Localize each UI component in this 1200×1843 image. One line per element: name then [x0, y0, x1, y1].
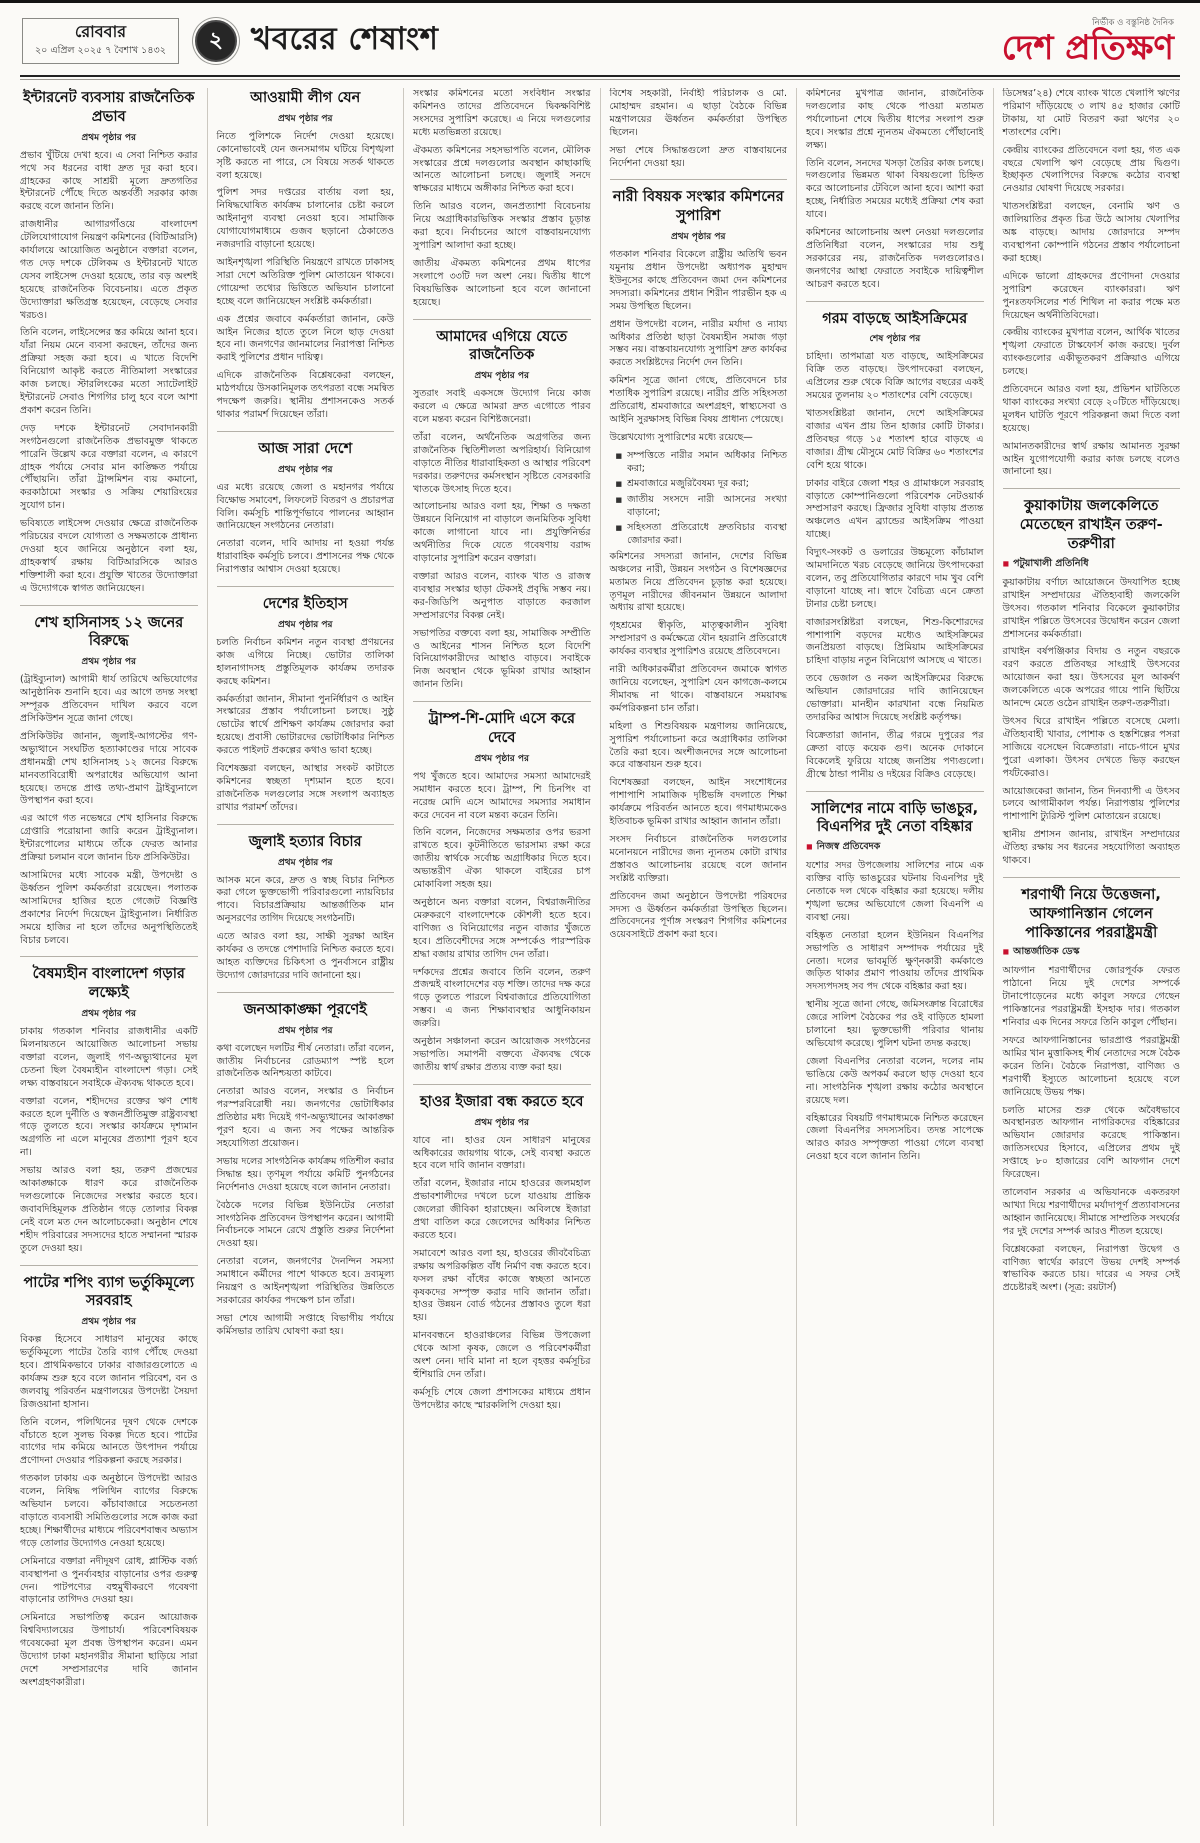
paragraph: নারী অধিকারকর্মীরা প্রতিবেদন জমাকে স্বাগত জানিয়ে বলেছেন, সুপারিশ যেন কাগজে-কলমে সীমাবদ্ধ না থাকে। বাস্তবায়নে সময়াবদ্ধ কর্মপরিকল্পনা চান তাঁরা।	[609, 664, 787, 714]
paragraph: মানববন্ধনে হাওরাঞ্চলের বিভিন্ন উপজেলা থেকে আসা কৃষক, জেলে ও পরিবেশকর্মীরা অংশ নেন। দাবি মানা না হলে বৃহত্তর কর্মসূচির হুঁশিয়ারি দেন তাঁরা।	[413, 1330, 591, 1380]
paragraph: তবে ভেজাল ও নকল আইসক্রিমের বিরুদ্ধে অভিযান জোরদারের দাবি জানিয়েছেন ভোক্তারা। মানহীন কারখানা বন্ধে নিয়মিত তদারকির আশ্বাস দিয়েছে সংশ্লিষ্ট কর্তৃপক্ষ।	[806, 673, 984, 723]
byline-marker-icon: ◼	[806, 842, 813, 852]
paragraph: উৎসব ঘিরে রাখাইন পল্লিতে বসেছে মেলা। ঐতিহ্যবাহী খাবার, পোশাক ও হস্তশিল্পের পসরা সাজিয়ে বসেছেন বিক্রেতারা। নাচে-গানে মুখর পুরো এলাকা। উৎসব দেখতে ভিড় করছেন পর্যটকেরাও।	[1002, 715, 1180, 779]
article-headline: আওয়ামী লীগ যেন	[250, 90, 361, 106]
paragraph: প্রসিকিউটর জানান, জুলাই-আগস্টের গণ-অভ্যুত্থানে সংঘটিত হত্যাকাণ্ডের দায়ে সাবেক প্রধানমন্ত্রী শেখ হাসিনাসহ ১২ জনের বিরুদ্ধে মানবতাবিরোধী অপরাধের অভিযোগ আনা হয়েছে। তদন্তে প্রাপ্ত তথ্য-প্রমাণ ট্রাইব্যুনালে উপস্থাপন করা হবে।	[20, 730, 198, 807]
column-5	[796, 88, 993, 1826]
paragraph: সেমিনারে সভাপতিত্ব করেন আয়োজক বিশ্ববিদ্যালয়ের উপাচার্য। পরিবেশবিষয়ক গবেষকেরা মূল প্রবন্ধ উপস্থাপন করেন। এমন উদ্যোগ ঢাকা মহানগরীর সীমানা ছাড়িয়ে সারা দেশে সম্প্রসারণের দাবি জানান অংশগ্রহণকারীরা।	[20, 1612, 198, 1688]
byline	[1003, 557, 1181, 572]
paragraph: আলোচনায় আরও বলা হয়, শিক্ষা ও দক্ষতা উন্নয়নে বিনিয়োগ না বাড়ালে জনমিতিক সুবিধা কাজে লাগানো যাবে না। প্রযুক্তিনির্ভর অর্থনীতির দিকে যেতে গবেষণায় বরাদ্দ বাড়ানোর সুপারিশ করেন বক্তারা।	[413, 501, 591, 565]
continued-from-label: প্রথম পৃষ্ঠার পর	[81, 132, 136, 143]
paragraph: কেন্দ্রীয় ব্যাংকের প্রতিবেদনে বলা হয়, গত এক বছরে খেলাপি ঋণ বেড়েছে প্রায় দ্বিগুণ। ইচ্ছাকৃত খেলাপিদের বিরুদ্ধে কঠোর ব্যবস্থা নেওয়ার ঘোষণা দিয়েছে সরকার।	[1002, 144, 1180, 195]
paragraph: এদিকে ভালো গ্রাহকদের প্রণোদনা দেওয়ার সুপারিশ করেছেন ব্যাংকাররা। ঋণ পুনঃতফসিলের শর্ত শিথিল না করার পক্ষে মত দিয়েছেন অর্থনীতিবিদেরা।	[1002, 270, 1180, 321]
article	[806, 791, 984, 1165]
paragraph: দর্শকদের প্রশ্নের জবাবে তিনি বলেন, তরুণ প্রজন্মই বাংলাদেশের বড় শক্তি। তাদের দক্ষ করে গড়ে তুলতে পারলে বিশ্ববাজারে প্রতিযোগিতা সম্ভব। এ জন্য শিক্ষাব্যবস্থার আধুনিকায়ন জরুরি।	[413, 966, 591, 1030]
paragraph: গতকাল ঢাকায় এক অনুষ্ঠানে উপদেষ্টা আরও বলেন, নিষিদ্ধ পলিথিন ব্যাগের বিরুদ্ধে অভিযান চলবে। কাঁচাবাজারে সচেতনতা বাড়াতে ব্যবসায়ী সমিতিগুলোর সঙ্গে কাজ করা হচ্ছে। শিক্ষার্থীদের মাধ্যমে পরিবেশবান্ধব অভ্যাস গড়ে তোলার উদ্যোগও নেওয়া হয়েছে।	[20, 1473, 198, 1549]
paragraph: খাতসংশ্লিষ্টরা জানান, দেশে আইসক্রিমের বাজার এখন প্রায় তিন হাজার কোটি টাকার। প্রতিবছর গড়ে ১৫ শতাংশ হারে বাড়ছে এ বাজার। গ্রীষ্ম মৌসুমে মোট বিক্রির ৬০ শতাংশের বেশি হয়ে থাকে।	[806, 408, 984, 471]
bullet-text: সহিংসতা প্রতিরোধে দ্রুতবিচার ব্যবস্থা জোরদার করা।	[627, 522, 787, 547]
article-headline: বৈষম্যহীন বাংলাদেশ গড়ার লক্ষ্যেই	[32, 966, 185, 1002]
article	[1003, 88, 1181, 479]
article	[20, 956, 198, 1255]
paragraph: প্রতিবেদনে আরও বলা হয়, প্রভিশন ঘাটতিতে থাকা ব্যাংকের সংখ্যা বেড়ে ২০টিতে দাঁড়িয়েছে। মূলধন ঘাটতি পূরণে পরিকল্পনা জমা দিতে বলা হয়েছে।	[1002, 384, 1180, 434]
article	[1003, 488, 1181, 868]
paragraph: বিশ্লেষকেরা বলছেন, নিরাপত্তা উদ্বেগ ও বাণিজ্য স্বার্থের কারণে উভয় দেশই সম্পর্ক স্বাভাবিক করতে চায়। দারের এ সফর সেই প্রচেষ্টারই অংশ। (সূত্র: রয়টার্স)	[1002, 1243, 1180, 1294]
paragraph: এক প্রশ্নের জবাবে কর্মকর্তারা জানান, কেউ আইন নিজের হাতে তুলে নিলে ছাড় দেওয়া হবে না। জনগণের জানমালের নিরাপত্তা নিশ্চিত করাই পুলিশের প্রধান দায়িত্ব।	[216, 313, 394, 364]
article	[610, 88, 788, 170]
page-header	[20, 11, 1180, 77]
article	[413, 701, 591, 1075]
article	[1003, 877, 1181, 1295]
paragraph: তাঁরা বলেন, ইজারার নামে হাওরের জলমহাল প্রভাবশালীদের দখলে চলে যাওয়ায় প্রান্তিক জেলেরা জীবিকা হারাচ্ছেন। অবিলম্বে ইজারা প্রথা বাতিল করে জেলেদের অধিকার নিশ্চিত করতে হবে।	[413, 1178, 591, 1241]
paragraph: ঢাকার বাইরে জেলা শহর ও গ্রামাঞ্চলে সরবরাহ বাড়াতে কোম্পানিগুলো পরিবেশক নেটওয়ার্ক সম্প্রসারণ করছে। ফ্রিজার সুবিধা বাড়ায় প্রত্যন্ত অঞ্চলেও এখন ব্র্যান্ডের আইসক্রিম পাওয়া যাচ্ছে।	[806, 477, 984, 541]
paragraph: এদিকে রাজনৈতিক বিশ্লেষকেরা বলছেন, মাঠপর্যায়ে উসকানিমূলক তৎপরতা বন্ধে সমন্বিত পদক্ষেপ জরুরি। স্থানীয় প্রশাসনকেও সতর্ক থাকার পরামর্শ দিয়েছেন তাঁরা।	[216, 370, 394, 420]
paragraph: নিতে পুলিশকে নির্দেশ দেওয়া হয়েছে। কোনোভাবেই যেন জনসমাগম ঘটিয়ে বিশৃঙ্খলা সৃষ্টি করতে না পারে, সে বিষয়ে সতর্ক থাকতে বলা হয়েছে।	[216, 130, 394, 181]
article	[806, 301, 984, 782]
paragraph: বিশেষ সহকারী, নির্বাহী পরিচালক ও মো. মোহাম্মদ রহমান। এ ছাড়া বৈঠকে বিভিন্ন মন্ত্রণালয়ের ঊর্ধ্বতন কর্মকর্তারা উপস্থিত ছিলেন।	[609, 88, 787, 138]
paragraph: সমাবেশে আরও বলা হয়, হাওরের জীববৈচিত্র্য রক্ষায় অপরিকল্পিত বাঁধ নির্মাণ বন্ধ করতে হবে। ফসল রক্ষা বাঁধের কাজে স্বচ্ছতা আনতে কৃষকদের সম্পৃক্ত করার দাবি জানান তাঁরা। হাওর উন্নয়ন বোর্ড গঠনের প্রস্তাবও তুলে ধরা হয়।	[413, 1247, 591, 1324]
bullet-icon: ■	[615, 451, 623, 460]
section-title: খবরের শেষাংশ	[250, 21, 439, 57]
paragraph: তিনি বলেন, সনদের খসড়া তৈরির কাজ চলছে। দলগুলোর ভিন্নমত থাকা বিষয়গুলো চিহ্নিত করে আলোচনার টেবিলে আনা হবে। আশা করা হচ্ছে, নির্ধারিত সময়ের মধ্যেই প্রক্রিয়া শেষ করা যাবে।	[806, 157, 984, 221]
article	[217, 431, 395, 577]
paragraph: গৃহশ্রমের স্বীকৃতি, মাতৃত্বকালীন সুবিধা সম্প্রসারণ ও কর্মক্ষেত্রে যৌন হয়রানি প্রতিরোধে কার্যকর ব্যবস্থার সুপারিশও রয়েছে প্রতিবেদনে।	[609, 620, 787, 658]
continued-from-label: প্রথম পৃষ্ঠার পর	[278, 1025, 333, 1036]
paragraph: সুতরাং সবাই একসঙ্গে উদ্যোগ নিয়ে কাজ করলে এ ক্ষেত্রে আমরা দ্রুত এগোতে পারব বলে মন্তব্য করেন বিশিষ্টজনেরা।	[413, 388, 591, 425]
paragraph: আয়োজকেরা জানান, তিন দিনব্যাপী এ উৎসব চলবে আগামীকাল পর্যন্ত। নিরাপত্তায় পুলিশের পাশাপাশি ট্যুরিস্ট পুলিশ মোতায়েন রয়েছে।	[1002, 785, 1180, 823]
paragraph: বহিষ্কারের বিষয়টি গণমাধ্যমকে নিশ্চিত করেছেন জেলা বিএনপির সদস্যসচিব। তদন্ত সাপেক্ষে আরও কারও সম্পৃক্ততা পাওয়া গেলে ব্যবস্থা নেওয়া হবে বলে জানান তিনি।	[806, 1112, 984, 1163]
article-headline: পাটের শপিং ব্যাগ ভর্তুকিমূল্যে সরবরাহ	[23, 1274, 195, 1310]
paragraph: তালেবান সরকার এ অভিযানকে একতরফা আখ্যা দিয়ে শরণার্থীদের মর্যাদাপূর্ণ প্রত্যাবাসনের আহ্বান জানিয়েছে। সীমান্তে সাম্প্রতিক সংঘর্ষের পর দুই দেশের সম্পর্ক আরও শীতল হয়েছে।	[1002, 1186, 1180, 1237]
article	[217, 586, 395, 815]
paragraph: বাজারসংশ্লিষ্টরা বলছেন, শিশু-কিশোরদের পাশাপাশি বড়দের মধ্যেও আইসক্রিমের জনপ্রিয়তা বাড়ছে। প্রিমিয়াম আইসক্রিমের চাহিদা বাড়ায় নতুন বিনিয়োগ আসছে এ খাতে।	[806, 616, 984, 667]
byline-marker-icon: ◼	[1002, 947, 1010, 957]
paragraph: বিশেষজ্ঞরা বলছেন, আইন সংশোধনের পাশাপাশি সামাজিক দৃষ্টিভঙ্গি বদলাতে শিক্ষা কার্যক্রমে পরিবর্তন আনতে হবে। গণমাধ্যমকেও ইতিবাচক ভূমিকা রাখার আহ্বান জানান তাঁরা।	[609, 777, 787, 828]
paragraph: তিনি বলেন, নিজেদের সক্ষমতার ওপর ভরসা রাখতে হবে। কূটনীতিতে ভারসাম্য রক্ষা করে জাতীয় স্বার্থকে সর্বোচ্চ অগ্রাধিকার দিতে হবে। অভ্যন্তরীণ ঐক্য থাকলে বাইরের চাপ মোকাবিলা সহজ হয়।	[413, 827, 591, 891]
paragraph: গতকাল শনিবার বিকেলে রাষ্ট্রীয় অতিথি ভবন যমুনায় প্রধান উপদেষ্টা অধ্যাপক মুহাম্মদ ইউনূসের কাছে প্রতিবেদন জমা দেন কমিশনের সদস্যরা। কমিশনের প্রধান শিরীন পারভীন হক এ সময় উপস্থিত ছিলেন।	[609, 249, 787, 312]
article	[217, 89, 395, 422]
page-number-badge	[195, 20, 237, 62]
newspaper-brand	[1002, 16, 1178, 67]
paragraph: প্রতিবেদন জমা অনুষ্ঠানে উপদেষ্টা পরিষদের সদস্য ও ঊর্ধ্বতন কর্মকর্তারা উপস্থিত ছিলেন। প্রতিবেদনের পূর্ণাঙ্গ সংস্করণ শিগগির কমিশনের ওয়েবসাইটে প্রকাশ করা হবে।	[609, 890, 787, 941]
paragraph: আমানতকারীদের স্বার্থ রক্ষায় আমানত সুরক্ষা আইন যুগোপযোগী করার কাজ চলছে বলেও জানানো হয়।	[1002, 440, 1180, 478]
paragraph: স্থানীয় সূত্রে জানা গেছে, জমিসংক্রান্ত বিরোধের জেরে সালিশ বৈঠকের পর ওই বাড়িতে হামলা চালানো হয়। ভুক্তভোগী পরিবার থানায় অভিযোগ করেছে। পুলিশ ঘটনা তদন্ত করছে।	[806, 999, 984, 1049]
paragraph: তাঁরা বলেন, অর্থনৈতিক অগ্রগতির জন্য রাজনৈতিক স্থিতিশীলতা অপরিহার্য। বিনিয়োগ বাড়াতে নীতির ধারাবাহিকতা ও আস্থার পরিবেশ দরকার। তরুণদের কর্মসংস্থান সৃষ্টিতে বেসরকারি খাতকে উৎসাহ দিতে হবে।	[413, 431, 591, 495]
paragraph: কমিশনের সদস্যরা জানান, দেশের বিভিন্ন অঞ্চলের নারী, উন্নয়ন সংগঠন ও বিশেষজ্ঞদের মতামত নিয়ে প্রতিবেদন চূড়ান্ত করা হয়েছে। তৃণমূল নারীদের জীবনমান উন্নয়নে আলাদা অধ্যায় রাখা হয়েছে।	[609, 550, 787, 614]
paragraph: নেতারা বলেন, জনগণের দৈনন্দিন সমস্যা সমাধানে কর্মীদের পাশে থাকতে হবে। দ্রব্যমূল্য নিয়ন্ত্রণ ও আইনশৃঙ্খলা পরিস্থিতির উন্নতিতে সরকারের কার্যকর পদক্ষেপ চান তাঁরা।	[216, 1256, 394, 1306]
paragraph: কর্মকর্তারা জানান, সীমানা পুনর্নির্ধারণ ও আইন সংস্কারের প্রস্তাব পর্যালোচনা চলছে। সুষ্ঠু ভোটের স্বার্থে প্রশিক্ষণ কার্যক্রম জোরদার করা হয়েছে। প্রবাসী ভোটারদের ভোটাধিকার নিশ্চিত করতে পাইলট প্রকল্পের কথাও ভাবা হচ্ছে।	[216, 693, 394, 757]
article-headline: গরম বাড়ছে আইসক্রিমের	[822, 310, 968, 327]
article	[413, 88, 591, 310]
continued-from-label: প্রথম পৃষ্ঠার পর	[278, 113, 333, 124]
article-headline: জুলাই হত্যার বিচার	[248, 833, 362, 850]
paragraph: সংস্কার কমিশনের মতো সংবিধান সংস্কার কমিশনও তাদের প্রতিবেদনে দ্বিকক্ষবিশিষ্ট সংসদের সুপারিশ করেছে। এ নিয়ে দলগুলোর মধ্যে মতভিন্নতা রয়েছে।	[413, 88, 591, 138]
article-headline: জনআকাঙ্ক্ষা পূরণেই	[243, 1001, 367, 1018]
article	[20, 1265, 198, 1690]
paragraph: সভাপতির বক্তব্যে বলা হয়, সামাজিক সম্প্রীতি ও আইনের শাসন নিশ্চিত হলে বিদেশি বিনিয়োগকারীদের আস্থাও বাড়বে। সবাইকে নিজ অবস্থান থেকে ভূমিকা রাখার আহ্বান জানান তিনি।	[413, 627, 591, 691]
paragraph: সভায় দলের সাংগঠনিক কার্যক্রম গতিশীল করার সিদ্ধান্ত হয়। তৃণমূল পর্যায়ে কমিটি পুনর্গঠনের নির্দেশনাও দেওয়া হয়েছে বলে জানান নেতারা।	[216, 1155, 394, 1193]
paragraph: খাতসংশ্লিষ্টরা বলছেন, বেনামি ঋণ ও জালিয়াতির প্রকৃত চিত্র উঠে আসায় খেলাপির অঙ্ক বাড়ছে। আদায় জোরদারে সম্পদ ব্যবস্থাপনা কোম্পানি গঠনের প্রস্তাব পর্যালোচনা করা হচ্ছে।	[1002, 201, 1180, 264]
paragraph: উল্লেখযোগ্য সুপারিশের মধ্যে রয়েছে—	[609, 431, 753, 443]
paragraph: বিকল্প হিসেবে সাধারণ মানুষের কাছে ভর্তুকিমূল্যে পাটের তৈরি ব্যাগ পৌঁছে দেওয়া হবে। প্রাথমিকভাবে ঢাকার বাজারগুলোতে এ কার্যক্রম শুরু হবে বলে জানান পরিবেশ, বন ও জলবায়ু পরিবর্তন মন্ত্রণালয়ের উপদেষ্টা সৈয়দা রিজওয়ানা হাসান।	[20, 1334, 198, 1410]
bullet-text: সম্পত্তিতে নারীর সমান অধিকার নিশ্চিত করা;	[627, 449, 787, 474]
paragraph: প্রভাব খুঁটিয়ে দেখা হবে। এ সেবা নিশ্চিত করার পথে সব ধরনের বাধা দ্রুত দূর করা হবে। গ্রাহকের কাছে সাশ্রয়ী মূল্যে দ্রুতগতির ইন্টারনেট পৌঁছে দিতে অন্তর্বর্তী সরকার কাজ করছে বলে জানান তিনি।	[20, 149, 198, 213]
paragraph: বিদ্যুৎ-সংকট ও ডলারের উচ্চমূল্যে কাঁচামাল আমদানিতে খরচ বেড়েছে জানিয়ে উৎপাদকেরা বলেন, তবু প্রতিযোগিতার কারণে দাম খুব বেশি বাড়ানো যাচ্ছে না। স্বাদে বৈচিত্র্য এনে ক্রেতা টানার চেষ্টা চলছে।	[806, 547, 984, 610]
paragraph: ঐকমত্য কমিশনের সহসভাপতি বলেন, মৌলিক সংস্কারের প্রশ্নে দলগুলোর অবস্থান কাছাকাছি আনতে আলোচনা চলছে। জুলাই সনদে স্বাক্ষরের মাধ্যমে অঙ্গীকার নিশ্চিত করা হবে।	[413, 144, 591, 195]
article-headline: সালিশের নামে বাড়ি ভাঙচুর, বিএনপির দুই নেতা বহিষ্কার	[811, 800, 979, 836]
column-6	[993, 88, 1181, 1826]
paragraph: বক্তারা বলেন, শহীদদের রক্তের ঋণ শোধ করতে হলে দুর্নীতি ও স্বজনপ্রীতিমুক্ত রাষ্ট্রব্যবস্থা গড়ে তুলতে হবে। সংস্কার কার্যক্রমে দৃশ্যমান অগ্রগতি না এলে মানুষের প্রত্যাশা পূরণ হবে না।	[20, 1095, 198, 1159]
continued-from-label: প্রথম পৃষ্ঠার পর	[278, 857, 333, 868]
paragraph: কমিশনের মুখপাত্র জানান, রাজনৈতিক দলগুলোর কাছ থেকে পাওয়া মতামত পর্যালোচনা শেষে দ্বিতীয় ধাপের সংলাপ শুরু হবে। সংস্কার প্রশ্নে ন্যূনতম ঐকমত্যে পৌঁছানোই লক্ষ্য।	[806, 88, 984, 151]
article-headline: শেখ হাসিনাসহ ১২ জনের বিরুদ্ধে	[34, 614, 184, 650]
paragraph: রাখাইন বর্ষপঞ্জিকার বিদায় ও নতুন বছরকে বরণ করতে প্রতিবছর সাংগ্রাই উৎসবের আয়োজন করা হয়। উৎসবের মূল আকর্ষণ জলকেলিতে একে অপরের গায়ে পানি ছিটিয়ে আনন্দে মেতে ওঠেন রাখাইন তরুণ-তরুণীরা।	[1002, 646, 1180, 710]
bullet-text: জাতীয় সংসদে নারী আসনের সংখ্যা বাড়ানো;	[627, 493, 787, 518]
paragraph: এর মধ্যে রয়েছে জেলা ও মহানগর পর্যায়ে বিক্ষোভ সমাবেশ, লিফলেট বিতরণ ও প্রচারপত্র বিলি। কর্মসূচি শান্তিপূর্ণভাবে পালনের আহ্বান জানিয়েছেন সংগঠনের নেতারা।	[216, 481, 394, 532]
article	[413, 319, 591, 693]
paragraph: (ট্রাইব্যুনাল) আগামী ধার্য তারিখে অভিযোগের আনুষ্ঠানিক শুনানি হবে। এর আগে তদন্ত সংস্থা সম্পূরক প্রতিবেদন দাখিল করবে বলে প্রসিকিউশন সূত্রে জানা গেছে।	[20, 674, 198, 724]
bullet-text: শ্রমবাজারে মজুরিবৈষম্য দূর করা;	[627, 478, 750, 490]
paragraph: তিনি আরও বলেন, জনপ্রত্যাশা বিবেচনায় নিয়ে অগ্রাধিকারভিত্তিক সংস্কার প্রস্তাব চূড়ান্ত করা হবে। নির্বাচনের আগে বাস্তবায়নযোগ্য সুপারিশ আলাদা করা হচ্ছে।	[413, 201, 591, 251]
paragraph: সভা শেষে সিদ্ধান্তগুলো দ্রুত বাস্তবায়নের নির্দেশনা দেওয়া হয়।	[609, 144, 787, 169]
paragraph: আসক মনে করে, দ্রুত ও স্বচ্ছ বিচার নিশ্চিত করা গেলে ভুক্তভোগী পরিবারগুলো ন্যায়বিচার পাবে। বিচারপ্রক্রিয়ায় আন্তর্জাতিক মান অনুসরণের তাগিদ দিয়েছে সংগঠনটি।	[216, 874, 394, 925]
paragraph: দেড় দশকে ইন্টারনেট সেবাদানকারী সংগঠনগুলো রাজনৈতিক প্রভাবমুক্ত থাকতে পারেনি উল্লেখ করে বক্তারা বলেন, এ কারণে গ্রাহক পর্যায়ে সেবার মান কাঙ্ক্ষিত পর্যায়ে পৌঁছায়নি। তাঁরা ট্রান্সমিশন ব্যয় কমানো, করকাঠামো সংস্কার ও সক্রিয় শেয়ারিংয়ের সুযোগ চান।	[20, 422, 198, 512]
byline	[806, 840, 984, 855]
continued-from-label: প্রথম পৃষ্ঠার পর	[474, 753, 529, 764]
continued-from-label: শেষ পৃষ্ঠার পর	[869, 334, 921, 345]
article	[806, 88, 984, 292]
continued-from-label: প্রথম পৃষ্ঠার পর	[81, 657, 136, 668]
article-headline: হাওর ইজারা বন্ধ করতে হবে	[420, 1093, 584, 1110]
continued-from-label: প্রথম পৃষ্ঠার পর	[278, 619, 333, 630]
paper-tagline: নির্ভীক ও বস্তুনিষ্ঠ দৈনিক	[1092, 17, 1174, 28]
article	[610, 179, 788, 942]
page-number: ২	[208, 27, 224, 53]
paragraph: এর আগে গত নভেম্বরে শেখ হাসিনার বিরুদ্ধে গ্রেপ্তারি পরোয়ানা জারি করেন ট্রাইব্যুনাল। ইন্টারপোলের মাধ্যমে তাঁকে ফেরত আনার প্রক্রিয়া চলমান বলে জানান চিফ প্রসিকিউটর।	[20, 813, 198, 864]
column-4	[600, 88, 797, 1826]
paragraph: আসামিদের মধ্যে সাবেক মন্ত্রী, উপদেষ্টা ও ঊর্ধ্বতন পুলিশ কর্মকর্তারা রয়েছেন। পলাতক আসামিদের হাজির হতে গেজেট বিজ্ঞপ্তি প্রকাশের নির্দেশ দিয়েছেন ট্রাইব্যুনাল। নির্ধারিত সময়ে হাজির না হলে তাঁদের অনুপস্থিতিতেই বিচার চলবে।	[20, 869, 198, 946]
paragraph: সভায় আরও বলা হয়, তরুণ প্রজন্মের আকাঙ্ক্ষাকে ধারণ করে রাজনৈতিক দলগুলোকে নিজেদের সংস্কার করতে হবে। জবাবদিহিমূলক প্রতিষ্ঠান গড়ে তোলার বিকল্প নেই বলে মত দেন আলোচকেরা। অনুষ্ঠান শেষে শহীদ পরিবারের সদস্যদের হাতে সম্মাননা স্মারক তুলে দেওয়া হয়।	[20, 1165, 198, 1254]
column-3	[403, 88, 600, 1826]
continued-from-label: প্রথম পৃষ্ঠার পর	[474, 1117, 529, 1128]
continued-from-label: প্রথম পৃষ্ঠার পর	[81, 1317, 136, 1328]
date-label: ২০ এপ্রিল ২০২৫ ৭ বৈশাখ ১৪৩২	[35, 44, 166, 56]
paragraph: চাহিদা। তাপমাত্রা যত বাড়ছে, আইসক্রিমের বিক্রি তত বাড়ছে। উৎপাদকেরা বলছেন, এপ্রিলের শুরু থেকে বিক্রি আগের বছরের একই সময়ের তুলনায় ২০ শতাংশের বেশি বেড়েছে।	[806, 351, 984, 402]
paragraph: যাবে না। হাওর যেন সাধারণ মানুষের অধিকারের জায়গায় থাকে, সেই ব্যবস্থা করতে হবে বলে দাবি জানান বক্তারা।	[413, 1134, 591, 1172]
article-headline: শরণার্থী নিয়ে উত্তেজনা, আফগানিস্তান গেলেন পাকিস্তানের পররাষ্ট্রমন্ত্রী	[1021, 886, 1161, 941]
paragraph: নেতারা বলেন, দাবি আদায় না হওয়া পর্যন্ত ধারাবাহিক কর্মসূচি চলবে। প্রশাসনের পক্ষ থেকে নিরাপত্তার আশ্বাস দেওয়া হয়েছে।	[216, 538, 394, 576]
bullet-item	[616, 522, 788, 547]
paragraph: বিশেষজ্ঞরা বলছেন, আস্থার সংকট কাটাতে কমিশনের স্বচ্ছতা দৃশ্যমান হতে হবে। রাজনৈতিক দলগুলোর সঙ্গে সংলাপ অব্যাহত রাখার পরামর্শ তাঁদের।	[216, 763, 394, 813]
paragraph: যশোর সদর উপজেলায় সালিশের নামে এক ব্যক্তির বাড়ি ভাঙচুরের ঘটনায় বিএনপির দুই নেতাকে দল থেকে বহিষ্কার করা হয়েছে। দলীয় শৃঙ্খলা ভঙ্গের অভিযোগে জেলা বিএনপি এ ব্যবস্থা নেয়।	[806, 860, 984, 923]
bullet-icon: ■	[615, 495, 623, 504]
paragraph: পথ খুঁজতে হবে। আমাদের সমস্যা আমাদেরই সমাধান করতে হবে। ট্রাম্প, শি চিনপিং বা নরেন্দ্র মোদি এসে আমাদের সমস্যার সমাধান করে দেবেন না বলে মন্তব্য করেন তিনি।	[413, 770, 591, 821]
article	[20, 605, 198, 948]
paragraph: সফরে আফগানিস্তানের ভারপ্রাপ্ত পররাষ্ট্রমন্ত্রী আমির খান মুত্তাকিসহ শীর্ষ নেতাদের সঙ্গে বৈঠক করেন তিনি। বৈঠকে নিরাপত্তা, বাণিজ্য ও শরণার্থী ইস্যুতে আলোচনা হয়েছে বলে জানিয়েছে উভয় পক্ষ।	[1002, 1035, 1180, 1098]
paragraph: অনুষ্ঠান সঞ্চালনা করেন আয়োজক সংগঠনের সভাপতি। সমাপনী বক্তব্যে ঐক্যবদ্ধ থেকে জাতীয় স্বার্থ রক্ষার প্রত্যয় ব্যক্ত করা হয়।	[413, 1036, 591, 1073]
paragraph: প্রধান উপদেষ্টা বলেন, নারীর মর্যাদা ও ন্যায্য অধিকার প্রতিষ্ঠা ছাড়া বৈষম্যহীন সমাজ গড়া সম্ভব নয়। বাস্তবায়নযোগ্য সুপারিশ দ্রুত কার্যকর করতে সংশ্লিষ্টদের নির্দেশ দেন তিনি।	[609, 318, 787, 369]
article-headline: আমাদের এগিয়ে যেতে রাজনৈতিক	[436, 328, 568, 364]
paragraph: বৈঠকে দলের বিভিন্ন ইউনিটের নেতারা সাংগঠনিক প্রতিবেদন উপস্থাপন করেন। আগামী নির্বাচনকে সামনে রেখে প্রস্তুতি শুরুর নির্দেশনা দেওয়া হয়।	[216, 1199, 394, 1250]
paragraph: জাতীয় ঐকমত্য কমিশনের প্রথম ধাপের সংলাপে ৩৩টি দল অংশ নেয়। দ্বিতীয় ধাপে বিষয়ভিত্তিক আলোচনা হবে বলে জানানো হয়েছে।	[413, 257, 591, 308]
header-divider	[20, 79, 1180, 80]
paragraph: এতে আরও বলা হয়, সাক্ষী সুরক্ষা আইন কার্যকর ও তদন্তে পেশাদারি নিশ্চিত করতে হবে। আহত ব্যক্তিদের চিকিৎসা ও পুনর্বাসনে রাষ্ট্রীয় উদ্যোগ জোরদারের দাবি জানানো হয়।	[216, 931, 394, 981]
paragraph: বহিষ্কৃত নেতারা হলেন ইউনিয়ন বিএনপির সভাপতি ও সাধারণ সম্পাদক পর্যায়ের দুই নেতা। দলের ভাবমূর্তি ক্ষুণ্নকারী কর্মকাণ্ডে জড়িত থাকার প্রমাণ পাওয়ায় তাঁদের প্রাথমিক সদস্যপদসহ সব পদ থেকে বহিষ্কার করা হয়।	[806, 929, 984, 993]
article	[217, 992, 395, 1339]
paragraph: পুলিশ সদর দপ্তরের বার্তায় বলা হয়, নিষিদ্ধঘোষিত কার্যক্রম চালানোর চেষ্টা করলে আইনানুগ ব্যবস্থা নেওয়া হবে। সামাজিক যোগাযোগমাধ্যমে গুজব ছড়ানো ঠেকাতেও নজরদারি বাড়ানো হয়েছে।	[216, 187, 394, 251]
article-headline: ইন্টারনেট ব্যবসায় রাজনৈতিক প্রভাব	[23, 90, 195, 125]
paragraph: কেন্দ্রীয় ব্যাংকের মুখপাত্র বলেন, আর্থিক খাতের শৃঙ্খলা ফেরাতে টাস্কফোর্স কাজ করছে। দুর্বল ব্যাংকগুলোর একীভূতকরণ প্রক্রিয়াও এগিয়ে চলছে।	[1002, 327, 1180, 378]
article	[217, 824, 395, 983]
bullet-item	[616, 494, 788, 519]
paragraph: ডিসেম্বর’২৪) শেষে ব্যাংক খাতে খেলাপি ঋণের পরিমাণ দাঁড়িয়েছে ৩ লাখ ৪৫ হাজার কোটি টাকায়, যা মোট বিতরণ করা ঋণের ২০ শতাংশের বেশি।	[1002, 88, 1180, 138]
article-headline: কুয়াকাটায় জলকেলিতে মেতেছেন রাখাইন তরুণ-তরুণীরা	[1019, 498, 1163, 553]
article-headline: ট্রাম্প-শি-মোদি এসে করে দেবে	[428, 711, 575, 746]
paper-name-logo: দেশ প্রতিক্ষণ	[1001, 27, 1174, 68]
continued-from-label: প্রথম পৃষ্ঠার পর	[81, 1009, 136, 1020]
article	[413, 1084, 591, 1413]
byline-text: পটুয়াখালী প্রতিনিধি	[1013, 557, 1089, 569]
paragraph: চলতি মাসের শুরু থেকে অবৈধভাবে অবস্থানরত আফগান নাগরিকদের বহিষ্কারের অভিযান জোরদার করেছে পাকিস্তান। জাতিসংঘের হিসাবে, এপ্রিলের প্রথম দুই সপ্তাহে ৮০ হাজারের বেশি আফগান দেশে ফিরেছেন।	[1002, 1104, 1180, 1181]
paragraph: কমিশনের আলোচনায় অংশ নেওয়া দলগুলোর প্রতিনিধিরা বলেন, সংস্কারের দায় শুধু সরকারের নয়, রাজনৈতিক দলগুলোরও। জনগণের আস্থা ফেরাতে সবাইকে দায়িত্বশীল আচরণ করতে হবে।	[806, 227, 984, 290]
byline-text: নিজস্ব প্রতিবেদক	[816, 841, 881, 853]
byline-text: আন্তর্জাতিক ডেস্ক	[1013, 946, 1080, 958]
continued-from-label: প্রথম পৃষ্ঠার পর	[474, 371, 529, 382]
paragraph: চলতি নির্বাচন কমিশন নতুন ব্যবস্থা প্রণয়নের কাজ এগিয়ে নিচ্ছে। ভোটার তালিকা হালনাগাদসহ প্রস্তুতিমূলক কার্যক্রম তদারক করছে কমিশন।	[216, 636, 394, 687]
paragraph: রাজধানীর আগারগাঁওয়ে বাংলাদেশ টেলিযোগাযোগ নিয়ন্ত্রণ কমিশনের (বিটিআরসি) কার্যালয়ে আয়োজিত অনুষ্ঠানে বক্তারা বলেন, গত দেড় দশকে টেলিকম ও ইন্টারনেট খাতে যেসব লাইসেন্স দেওয়া হয়েছে, তার বড় অংশই হয়েছে রাজনৈতিক বিবেচনায়। এতে প্রকৃত উদ্যোক্তারা ক্ষতিগ্রস্ত হয়েছেন, বেড়েছে সেবার খরচও।	[20, 219, 198, 321]
bullet-icon: ■	[615, 524, 623, 533]
paragraph: তিনি বলেন, লাইসেন্সের স্তর কমিয়ে আনা হবে। যাঁরা নিয়ম মেনে ব্যবসা করছেন, তাঁদের জন্য প্রক্রিয়া সহজ করা হবে। এ খাতে বিদেশি বিনিয়োগ আকৃষ্ট করতে নীতিমালা সংস্কারের কাজ চলছে। স্টারলিংকের মতো স্যাটেলাইট ইন্টারনেট সেবাও শিগগির চালু হবে বলে আশা প্রকাশ করেন তিনি।	[20, 327, 198, 416]
column-2	[207, 88, 404, 1826]
byline	[1003, 945, 1181, 960]
byline-marker-icon: ◼	[1002, 558, 1010, 568]
paragraph: বিক্রেতারা জানান, তীব্র গরমে দুপুরের পর ক্রেতা বাড়ে কয়েক গুণ। অনেক দোকানে বিকেলেই ফুরিয়ে যাচ্ছে জনপ্রিয় পণ্যগুলো। গ্রীষ্মে ঠান্ডা পানীয় ও দইয়ের বিক্রিও বেড়েছে।	[806, 729, 984, 780]
paragraph: অনুষ্ঠানে অন্য বক্তারা বলেন, বিশ্বরাজনীতির মেরুকরণে বাংলাদেশকে কৌশলী হতে হবে। বাণিজ্য ও বিনিয়োগের নতুন বাজার খুঁজতে হবে। প্রতিবেশীদের সঙ্গে সম্পর্কেও পারস্পরিক শ্রদ্ধা বজায় রাখার তাগিদ দেন তাঁরা।	[413, 896, 591, 960]
paragraph: মহিলা ও শিশুবিষয়ক মন্ত্রণালয় জানিয়েছে, সুপারিশ পর্যালোচনা করে অগ্রাধিকার তালিকা তৈরি করা হবে। অংশীজনদের সঙ্গে আলোচনা করে বাস্তবায়ন শুরু হবে।	[609, 720, 787, 771]
paragraph: তিনি বলেন, পলিথিনের দূষণ থেকে দেশকে বাঁচাতে হলে সুলভ বিকল্প দিতে হবে। পাটের ব্যাগের দাম কমিয়ে আনতে উৎপাদন পর্যায়ে প্রণোদনা দেওয়ার পরিকল্পনা করছে সরকার।	[20, 1416, 198, 1467]
paragraph: কর্মসূচি শেষে জেলা প্রশাসকের মাধ্যমে প্রধান উপদেষ্টার কাছে স্মারকলিপি দেওয়া হয়।	[413, 1386, 591, 1411]
weekday-label: রোববার	[74, 22, 127, 42]
paragraph: জেলা বিএনপির নেতারা বলেন, দলের নাম ভাঙিয়ে কেউ অপকর্ম করলে ছাড় দেওয়া হবে না। সাংগঠনিক শৃঙ্খলা রক্ষায় কঠোর অবস্থানে রয়েছে দল।	[806, 1055, 984, 1106]
paragraph: সংসদ নির্বাচনে রাজনৈতিক দলগুলোর মনোনয়নে নারীদের জন্য ন্যূনতম কোটা রাখার প্রস্তাবও আলোচনায় রয়েছে বলে জানান সংশ্লিষ্ট ব্যক্তিরা।	[609, 833, 787, 884]
article-headline: নারী বিষয়ক সংস্কার কমিশনের সুপারিশ	[612, 189, 784, 225]
article-headline: দেশের ইতিহাস	[262, 596, 348, 613]
paragraph: আফগান শরণার্থীদের জোরপূর্বক ফেরত পাঠানো নিয়ে দুই দেশের সম্পর্কে টানাপোড়েনের মধ্যে কাবুল সফরে গেছেন পাকিস্তানের পররাষ্ট্রমন্ত্রী ইসহাক দার। গতকাল শনিবার এক দিনের সফরে তিনি কাবুল পৌঁছান।	[1002, 965, 1180, 1029]
continued-from-label: প্রথম পৃষ্ঠার পর	[671, 232, 726, 243]
continued-from-label: প্রথম পৃষ্ঠার পর	[278, 464, 333, 475]
bullet-icon: ■	[615, 480, 623, 489]
dateline-box	[22, 18, 179, 63]
paragraph: নেতারা আরও বলেন, সংস্কার ও নির্বাচন পরস্পরবিরোধী নয়। জনগণের ভোটাধিকার প্রতিষ্ঠার মধ্য দিয়েই গণ-অভ্যুত্থানের আকাঙ্ক্ষা পূরণ হবে। এ জন্য সব পক্ষের আন্তরিক সহযোগিতা প্রয়োজন।	[216, 1086, 394, 1149]
article-headline: আজ সারা দেশে	[258, 440, 353, 457]
bullet-item	[616, 450, 788, 475]
article	[20, 89, 198, 596]
paragraph: বক্তারা আরও বলেন, ব্যাংক খাত ও রাজস্ব ব্যবস্থার সংস্কার ছাড়া টেকসই প্রবৃদ্ধি সম্ভব নয়। কর-জিডিপি অনুপাত বাড়াতে করজাল সম্প্রসারণের বিকল্প নেই।	[413, 570, 591, 621]
paragraph: আইনশৃঙ্খলা পরিস্থিতি নিয়ন্ত্রণে রাখতে ঢাকাসহ সারা দেশে অতিরিক্ত পুলিশ মোতায়েন থাকবে। গোয়েন্দা তথ্যের ভিত্তিতে অভিযান চালানো হচ্ছে বলে জানিয়েছেন সংশ্লিষ্ট কর্মকর্তারা।	[216, 257, 394, 307]
paragraph: ভবিষ্যতে লাইসেন্স দেওয়ার ক্ষেত্রে রাজনৈতিক পরিচয়ের বদলে যোগ্যতা ও সক্ষমতাকে প্রাধান্য দেওয়া হবে জানিয়ে অনুষ্ঠানে বলা হয়, গ্রাহকস্বার্থ রক্ষায় বিটিআরসিকে আরও শক্তিশালী করা হবে। প্রযুক্তি খাতের উদ্যোক্তারা এ উদ্যোগকে স্বাগত জানিয়েছেন।	[20, 518, 198, 594]
paragraph: কথা বলেছেন দলটির শীর্ষ নেতারা। তাঁরা বলেন, জাতীয় নির্বাচনের রোডম্যাপ স্পষ্ট হলে রাজনৈতিক অনিশ্চয়তা কাটবে।	[216, 1042, 394, 1080]
columns	[20, 88, 1180, 1826]
paragraph: স্থানীয় প্রশাসন জানায়, রাখাইন সম্প্রদায়ের ঐতিহ্য রক্ষায় সব ধরনের সহযোগিতা অব্যাহত থাকবে।	[1002, 829, 1180, 867]
paragraph: কুয়াকাটায় বর্ণাঢ্য আয়োজনে উদযাপিত হচ্ছে রাখাইন সম্প্রদায়ের ঐতিহ্যবাহী জলকেলি উৎসব। গতকাল শনিবার বিকেলে কুয়াকাটার রাখাইন পল্লিতে উৎসবের উদ্বোধন করেন জেলা প্রশাসনের কর্মকর্তারা।	[1002, 576, 1180, 640]
bullet-item	[616, 478, 788, 491]
paragraph: ঢাকায় গতকাল শনিবার রাজধানীর একটি মিলনায়তনে আয়োজিত আলোচনা সভায় বক্তারা বলেন, জুলাই গণ-অভ্যুত্থানের মূল চেতনা ছিল বৈষম্যহীন বাংলাদেশ গড়া। সেই লক্ষ্য বাস্তবায়নে সবাইকে ঐক্যবদ্ধ থাকতে হবে।	[20, 1026, 198, 1089]
paragraph: সেমিনারে বক্তারা নদীদূষণ রোধ, প্লাস্টিক বর্জ্য ব্যবস্থাপনা ও পুনর্ব্যবহার বাড়ানোর ওপর গুরুত্ব দেন। পাটপণ্যের বহুমুখীকরণে গবেষণা বাড়ানোর তাগিদও দেওয়া হয়।	[20, 1555, 198, 1606]
column-1	[20, 88, 207, 1826]
paragraph: সভা শেষে আগামী সপ্তাহে বিভাগীয় পর্যায়ে কর্মিসভার তারিখ ঘোষণা করা হয়।	[216, 1312, 394, 1337]
paragraph: কমিশন সূত্রে জানা গেছে, প্রতিবেদনে চার শতাধিক সুপারিশ রয়েছে। নারীর প্রতি সহিংসতা প্রতিরোধ, শ্রমবাজারে অংশগ্রহণ, স্বাস্থ্যসেবা ও আইনি সুরক্ষাসহ বিভিন্ন বিষয় প্রাধান্য পেয়েছে।	[609, 375, 787, 425]
